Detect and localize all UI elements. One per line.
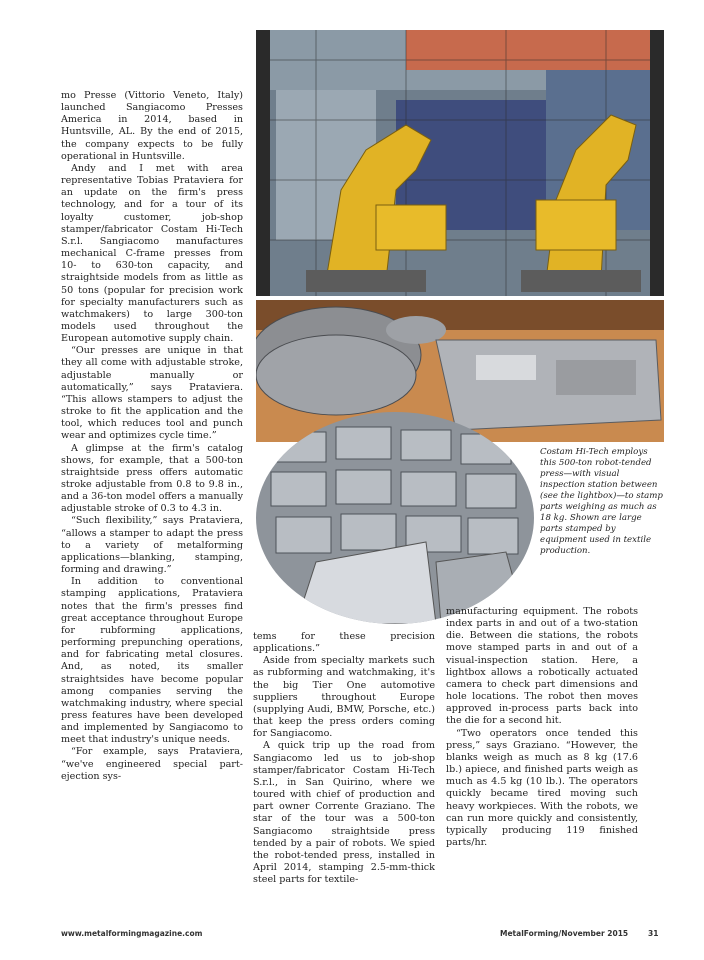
paragraph: mo Presse (Vittorio Veneto, Italy) launched Sangiacomo Presses America in 2014, based in Huntsville, AL. By the end of 2015, the company expects to be fully operational in Huntsville. [61, 90, 243, 162]
paragraph: Aside from specialty markets such as rubforming and watchmaking, it's the big Tier One automotive suppliers throughout Europe (supplying Audi, BMW, Porsche, etc.) that keep the press orders coming for Sangiacomo. [253, 655, 435, 740]
page-number: 31 [648, 929, 659, 938]
paragraph: In addition to conventional stamping applications, Prataviera notes that the firm's presses find great acceptance throughout Europe for rubforming applications, performing prepunching operations, and for fabricating metal closures. And, as noted, its smaller straightsides have become popular among companies serving the watchmaking industry, where special press features have been developed and implemented by Sangiacomo to meet that industry's unique needs. [61, 576, 243, 746]
photo-caption: Costam Hi-Tech employs this 500-ton robot-tended press—with visual inspection station between (see the lightbox)—to stamp parts weighing as much as 18 kg. Shown are large parts stamped by equipment used in textile production. [540, 447, 663, 556]
article-column-2 [253, 631, 435, 886]
stamped-parts-photo [256, 300, 664, 442]
paragraph: “Two operators once tended this press,” says Graziano. “However, the blanks weigh as much as 8 kg (17.6 lb.) apiece, and finished parts weigh as much as 4.5 kg (10 lb.). The operators quickly became tired moving such heavy workpieces. With the robots, we can run more quickly and consistently, typically producing 119 finished parts/hr. [446, 727, 638, 848]
paragraph: manufacturing equipment. The robots index parts in and out of a two-station die. Between die stations, the robots move stamped parts in and out of a visual-inspection station. Here, a lightbox allows a robotically actuated camera to check part dimensions and hole locations. The robot then moves approved in-process parts back into the die for a second hit. [446, 606, 638, 727]
parts-closeup-photo [256, 412, 534, 624]
paragraph: A glimpse at the firm's catalog shows, for example, that a 500-ton straightside press offers automatic stroke adjustable from 0.8 to 9.8 in., and a 36-ton model offers a manually adjustable stroke of 0.3 to 4.3 in. [61, 442, 243, 515]
article-column-1 [61, 90, 243, 783]
robot-cell-photo [256, 30, 664, 296]
paragraph: “For example, says Prataviera, “we've engineered special part-ejection sys- [61, 746, 243, 782]
paragraph: “Such flexibility,” says Prataviera, “allows a stamper to adapt the press to a variety of metalforming applications—blanking, stamping, forming and drawing.” [61, 515, 243, 576]
footer-issue: MetalForming/November 2015 [500, 929, 629, 938]
paragraph: A quick trip up the road from Sangiacomo led us to job-shop stamper/fabricator Costam Hi-Tech S.r.l., in San Quirino, where we toured with chief of production and part owner Corrente Graziano. The star of the tour was a 500-ton Sangiacomo straightside press tended by a pair of robots. We spied the robot-tended press, installed in April 2014, stamping 2.5-mm-thick steel parts for textile- [253, 740, 435, 886]
footer-website: www.metalformingmagazine.com [61, 929, 203, 938]
paragraph: tems for these precision applications.” [253, 631, 435, 655]
paragraph: “Our presses are unique in that they all come with adjustable stroke, adjustable manually or automatically,” says Prataviera. “This allows stampers to adjust the stroke to fit the application and the tool, which reduces tool and punch wear and optimizes cycle time.” [61, 345, 243, 442]
paragraph: Andy and I met with area representative Tobias Prataviera for an update on the firm's press technology, and for a tour of its loyalty customer, job-shop stamper/fabricator Costam Hi-Tech S.r.l. Sangiacomo manufactures mechanical C-frame presses from 10- to 630-ton capacity, and straightside models from as little as 50 tons (popular for precision work for specialty manufacturers such as watchmakers) to large 300-ton models used throughout the European automotive supply chain. [61, 162, 243, 345]
article-column-3 [446, 606, 638, 849]
